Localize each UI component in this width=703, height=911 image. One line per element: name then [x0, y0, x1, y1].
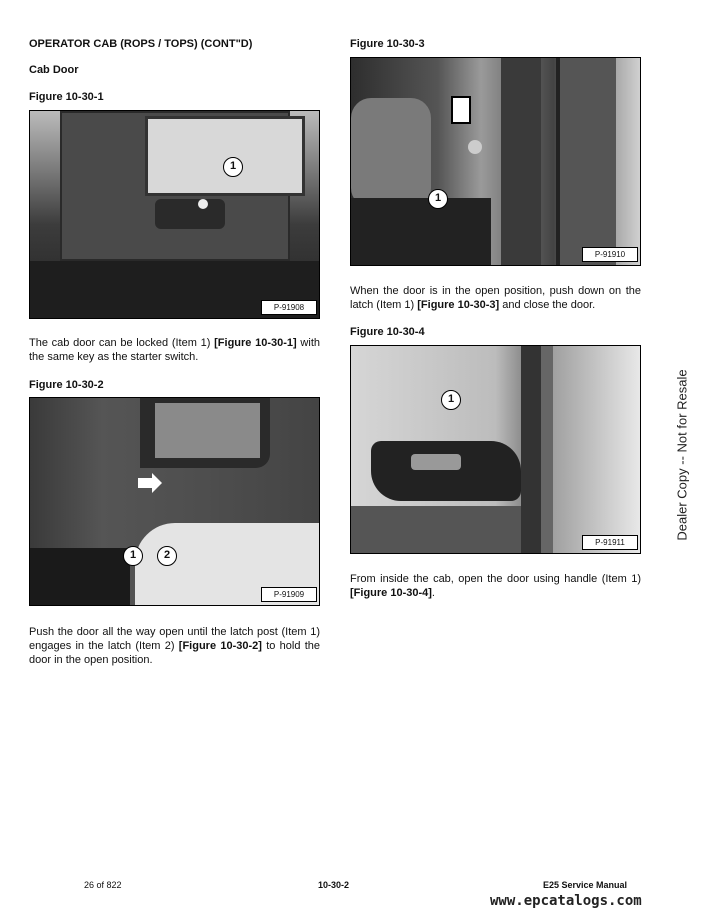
- figure-title: Figure 10-30-1: [29, 91, 104, 103]
- photo-label: P-91909: [261, 587, 317, 602]
- paragraph: When the door is in the open position, push down on the latch (Item 1) [Figure 10-30-3] and close the door.: [350, 285, 641, 311]
- figure-photo-latch-push: [350, 57, 641, 266]
- figure-photo-door-latch: [29, 397, 320, 606]
- callout: 2: [157, 546, 177, 566]
- callout: 1: [441, 390, 461, 410]
- photo-label: P-91908: [261, 300, 317, 315]
- section-title: OPERATOR CAB (ROPS / TOPS) (CONT"D): [29, 38, 253, 50]
- arrow-down-icon: [451, 96, 471, 124]
- paragraph: The cab door can be locked (Item 1) [Figure 10-30-1] with the same key as the starter switch.: [29, 337, 320, 363]
- photo-label: P-91911: [582, 535, 638, 550]
- side-watermark: Dealer Copy -- Not for Resale: [674, 369, 690, 541]
- footer-watermark-url: www.epcatalogs.com: [490, 893, 642, 909]
- figure-title: Figure 10-30-4: [350, 326, 425, 338]
- callout: 1: [223, 157, 243, 177]
- subsection-title: Cab Door: [29, 64, 79, 76]
- footer-section-number: 10-30-2: [318, 880, 350, 890]
- paragraph: Push the door all the way open until the latch post (Item 1) engages in the latch (Item 2) [Figure 10-30-2] to hold the door in the open position.: [29, 626, 321, 666]
- callout: 1: [123, 546, 143, 566]
- figure-title: Figure 10-30-2: [29, 379, 104, 391]
- figure-photo-inside-handle: [350, 345, 641, 554]
- paragraph: From inside the cab, open the door using handle (Item 1) [Figure 10-30-4].: [350, 573, 641, 599]
- photo-label: P-91910: [582, 247, 638, 262]
- callout: 1: [428, 189, 448, 209]
- figure-photo-cab-door-lock: [29, 110, 320, 319]
- footer-manual-title: E25 Service Manual: [543, 880, 628, 890]
- footer-page-count: 26 of 822: [84, 880, 122, 890]
- figure-title: Figure 10-30-3: [350, 38, 425, 50]
